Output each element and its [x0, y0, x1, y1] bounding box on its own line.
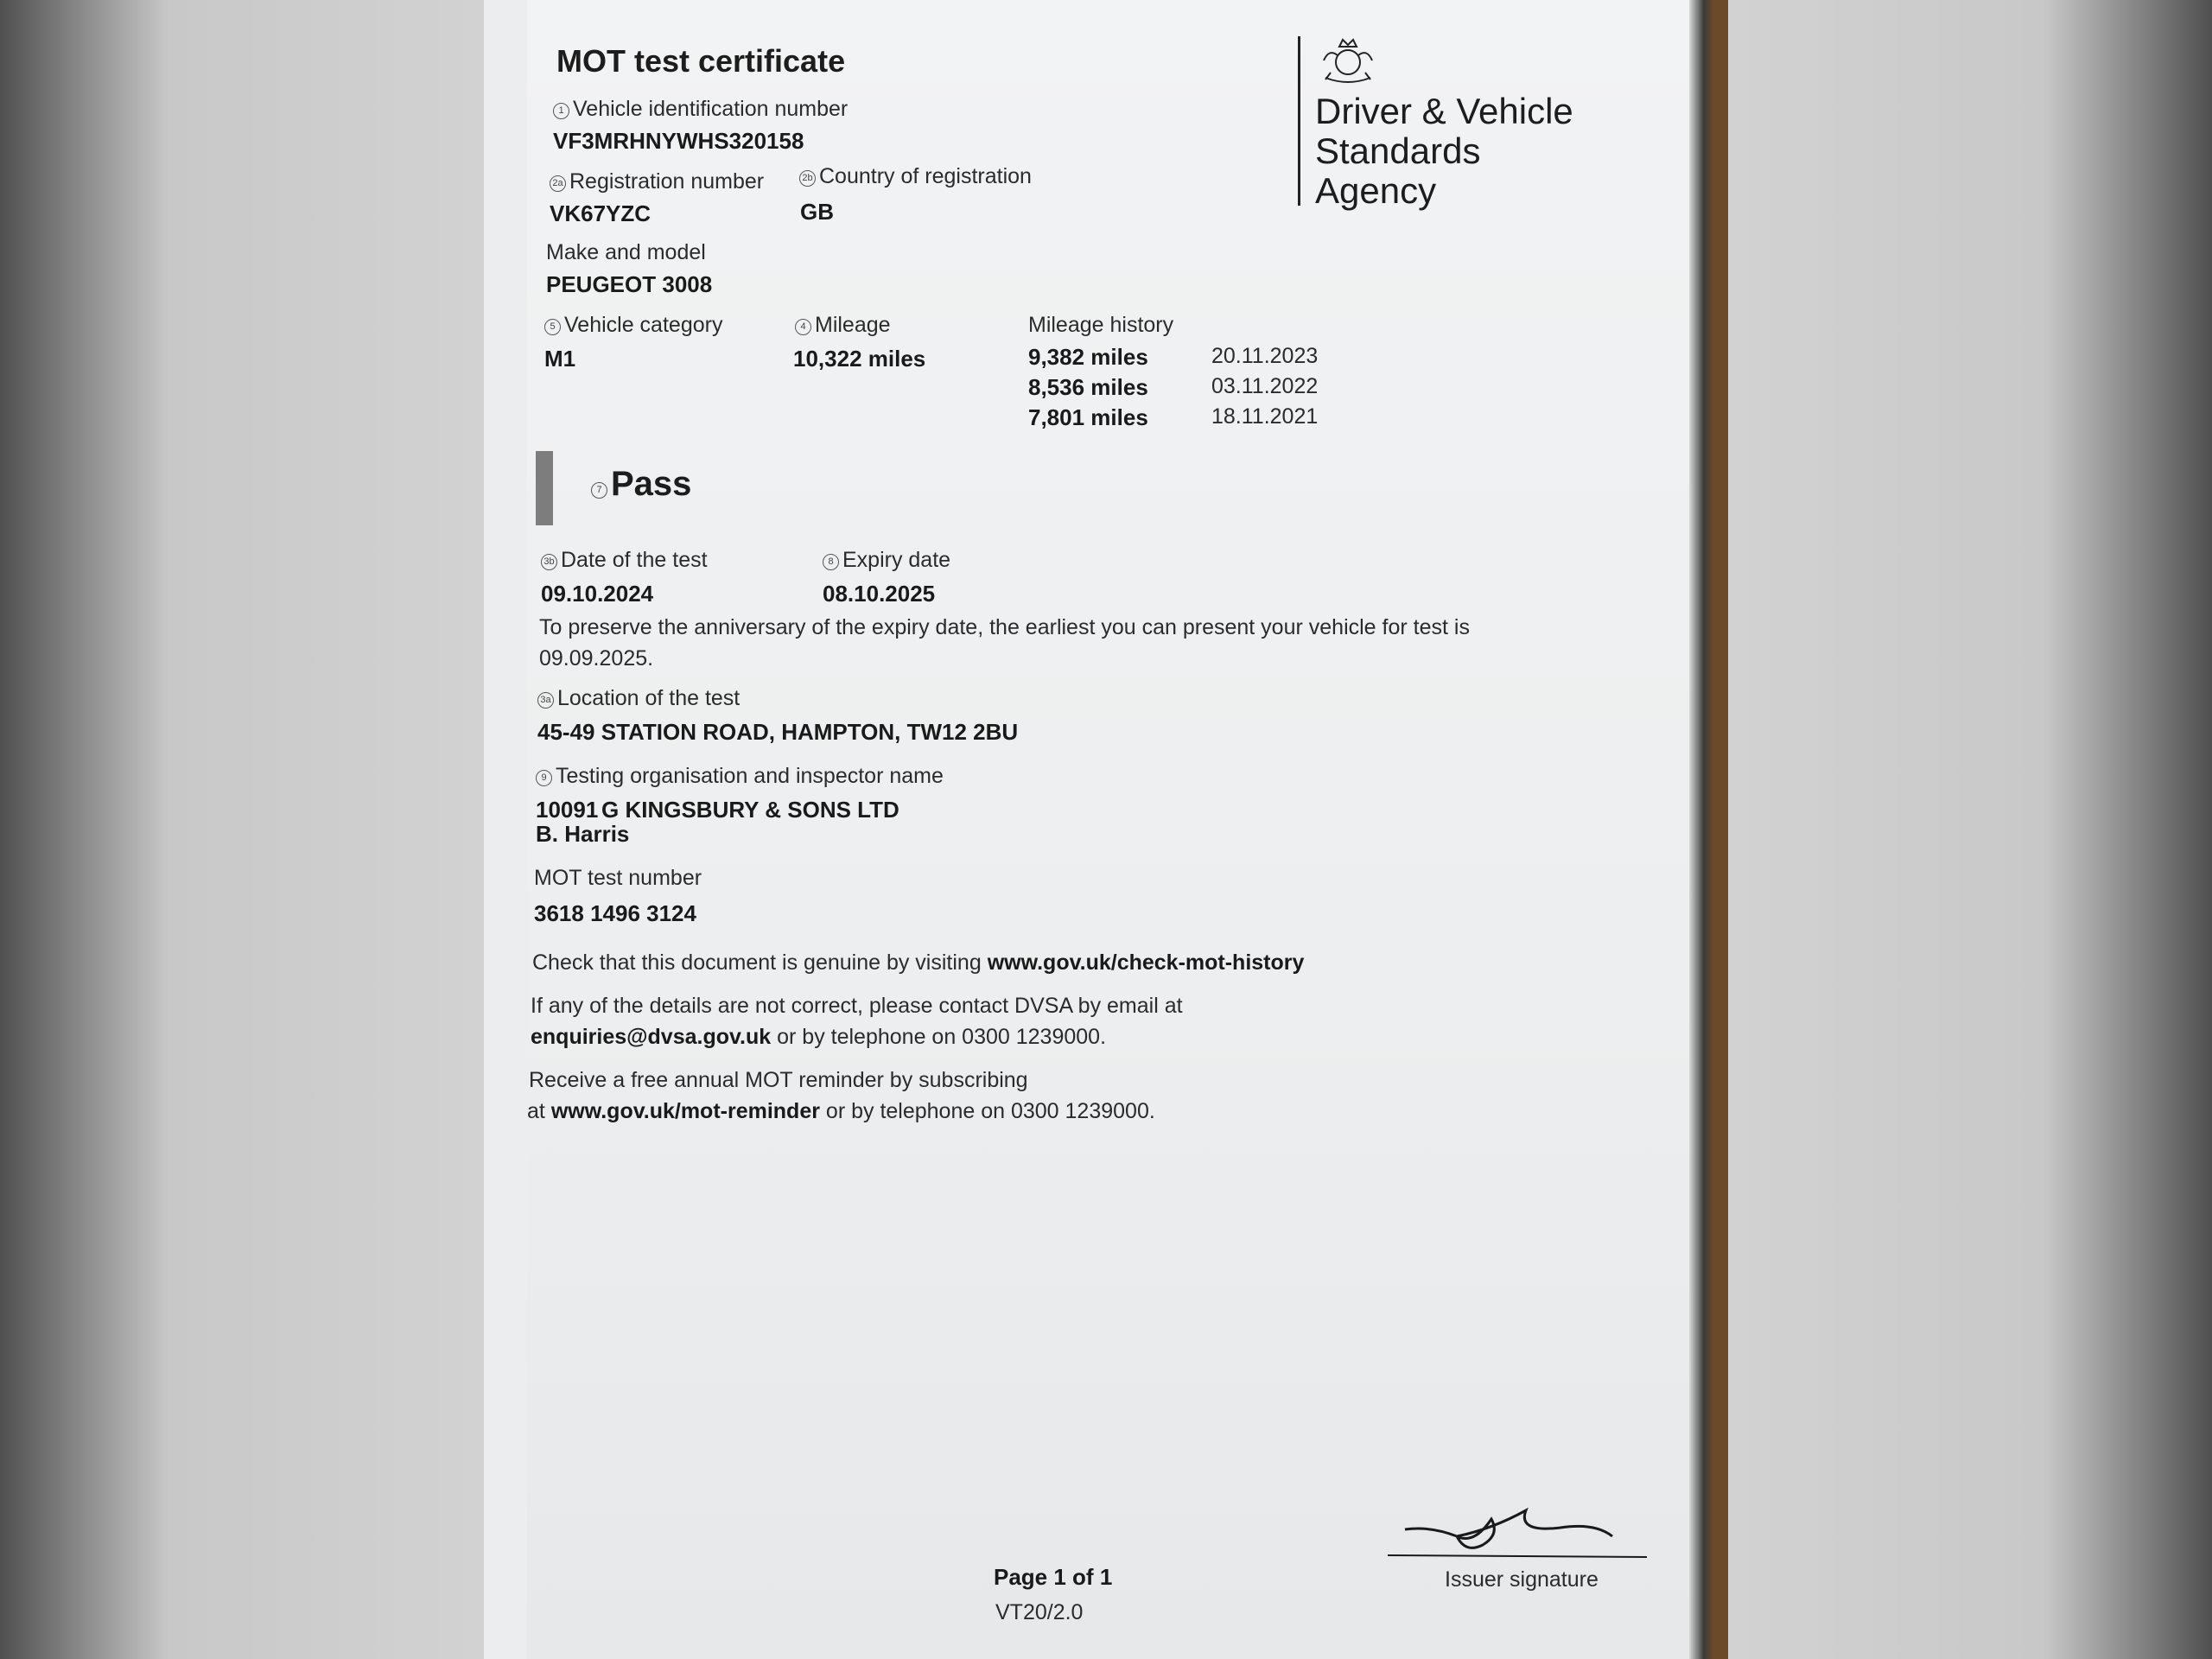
test-date-label-row: [541, 548, 708, 573]
page-indicator: Page 1 of 1: [994, 1564, 1113, 1590]
history-date-1: 20.11.2023: [1211, 344, 1319, 368]
anniversary-note-line-2: 09.09.2025.: [539, 646, 654, 671]
check-genuine-text: Check that this document is genuine by visiting: [532, 950, 982, 975]
field-number: 5: [544, 319, 561, 335]
category-label-row: [544, 313, 722, 338]
agency-name: [1315, 92, 1573, 211]
expiry-value: 08.10.2025: [823, 581, 936, 607]
field-number: 3a: [537, 692, 554, 709]
country-label-row: [799, 164, 1032, 189]
agency-line-2: Standards: [1315, 130, 1481, 171]
mileage-history-label: Mileage history: [1028, 313, 1174, 337]
vin-label: Vehicle identification number: [573, 97, 849, 121]
registration-value: VK67YZC: [550, 200, 652, 226]
test-date-value: 09.10.2024: [541, 581, 654, 607]
vin-label-row: [553, 97, 848, 122]
form-code: VT20/2.0: [995, 1600, 1084, 1624]
field-number: 4: [795, 319, 811, 335]
make-model-value: PEUGEOT 3008: [546, 271, 713, 297]
location-value: 45-49 STATION ROAD, HAMPTON, TW12 2BU: [537, 719, 1019, 745]
registration-label-row: [550, 169, 764, 194]
registration-label: Registration number: [569, 169, 765, 194]
result-row: [591, 465, 691, 504]
result-marker-bar: [536, 451, 553, 525]
reminder-line-1: Receive a free annual MOT reminder by subscribing: [529, 1068, 1028, 1092]
field-number: 1: [553, 103, 569, 119]
organisation-label-row: [536, 764, 944, 789]
field-number: 9: [536, 770, 552, 786]
result-value: Pass: [611, 465, 692, 503]
contact-line-1: If any of the details are not correct, please contact DVSA by email at: [531, 994, 1183, 1018]
make-model-label: Make and model: [546, 240, 706, 264]
agency-line-1: Driver & Vehicle: [1315, 91, 1573, 131]
agency-line-3: Agency: [1315, 170, 1437, 211]
organisation-name: G KINGSBURY & SONS LTD: [601, 797, 899, 823]
reminder-at: at: [527, 1099, 545, 1123]
history-date-3: 18.11.2021: [1211, 404, 1319, 429]
country-label: Country of registration: [819, 164, 1032, 188]
category-label: Vehicle category: [564, 313, 723, 337]
history-miles-2: 8,536 miles: [1028, 374, 1148, 400]
field-number: 2b: [799, 170, 816, 187]
signature-mark: [1379, 1503, 1656, 1564]
category-value: M1: [544, 346, 576, 372]
field-number: 3b: [541, 554, 557, 570]
anniversary-note-line-1: To preserve the anniversary of the expiry date, the earliest you can present your vehicle for test is: [539, 615, 1470, 639]
agency-divider: [1298, 36, 1300, 206]
test-number-label: MOT test number: [534, 866, 702, 890]
reminder-line-2: [527, 1099, 1155, 1124]
test-number-value: 3618 1496 3124: [534, 900, 696, 926]
contact-phone-text: or by telephone on 0300 1239000.: [777, 1025, 1107, 1049]
issuer-signature-label: Issuer signature: [1445, 1567, 1599, 1592]
organisation-label: Testing organisation and inspector name: [556, 764, 944, 788]
mileage-label: Mileage: [815, 313, 891, 337]
mileage-value: 10,322 miles: [793, 346, 926, 372]
field-number: 7: [591, 482, 607, 499]
vin-value: VF3MRHNYWHS320158: [553, 128, 804, 154]
check-mot-history-link[interactable]: www.gov.uk/check-mot-history: [987, 950, 1305, 975]
contact-email-link[interactable]: enquiries@dvsa.gov.uk: [531, 1025, 772, 1049]
mileage-label-row: [795, 313, 891, 338]
check-genuine-line: [532, 950, 1304, 976]
paper-torn-edge: [1689, 0, 1713, 1659]
history-miles-1: 9,382 miles: [1028, 344, 1148, 370]
royal-crest-icon: [1313, 35, 1382, 88]
document-title: MOT test certificate: [556, 43, 846, 79]
reminder-phone-text: or by telephone on 0300 1239000.: [825, 1099, 1155, 1123]
history-date-2: 03.11.2022: [1211, 374, 1319, 398]
background-left: [0, 0, 484, 1659]
history-miles-3: 7,801 miles: [1028, 404, 1148, 430]
expiry-label: Expiry date: [842, 548, 951, 572]
organisation-id: 10091: [536, 797, 599, 823]
location-label: Location of the test: [557, 686, 741, 710]
inspector-name: B. Harris: [536, 821, 630, 847]
certificate-page: [527, 0, 1707, 1659]
expiry-label-row: [823, 548, 950, 573]
location-label-row: [537, 686, 740, 711]
test-date-label: Date of the test: [561, 548, 708, 572]
country-value: GB: [800, 199, 834, 225]
field-number: 2a: [550, 175, 566, 192]
field-number: 8: [823, 554, 839, 570]
mot-reminder-link[interactable]: www.gov.uk/mot-reminder: [550, 1099, 820, 1123]
contact-line-2: [531, 1025, 1106, 1050]
background-right: [1728, 0, 2212, 1659]
